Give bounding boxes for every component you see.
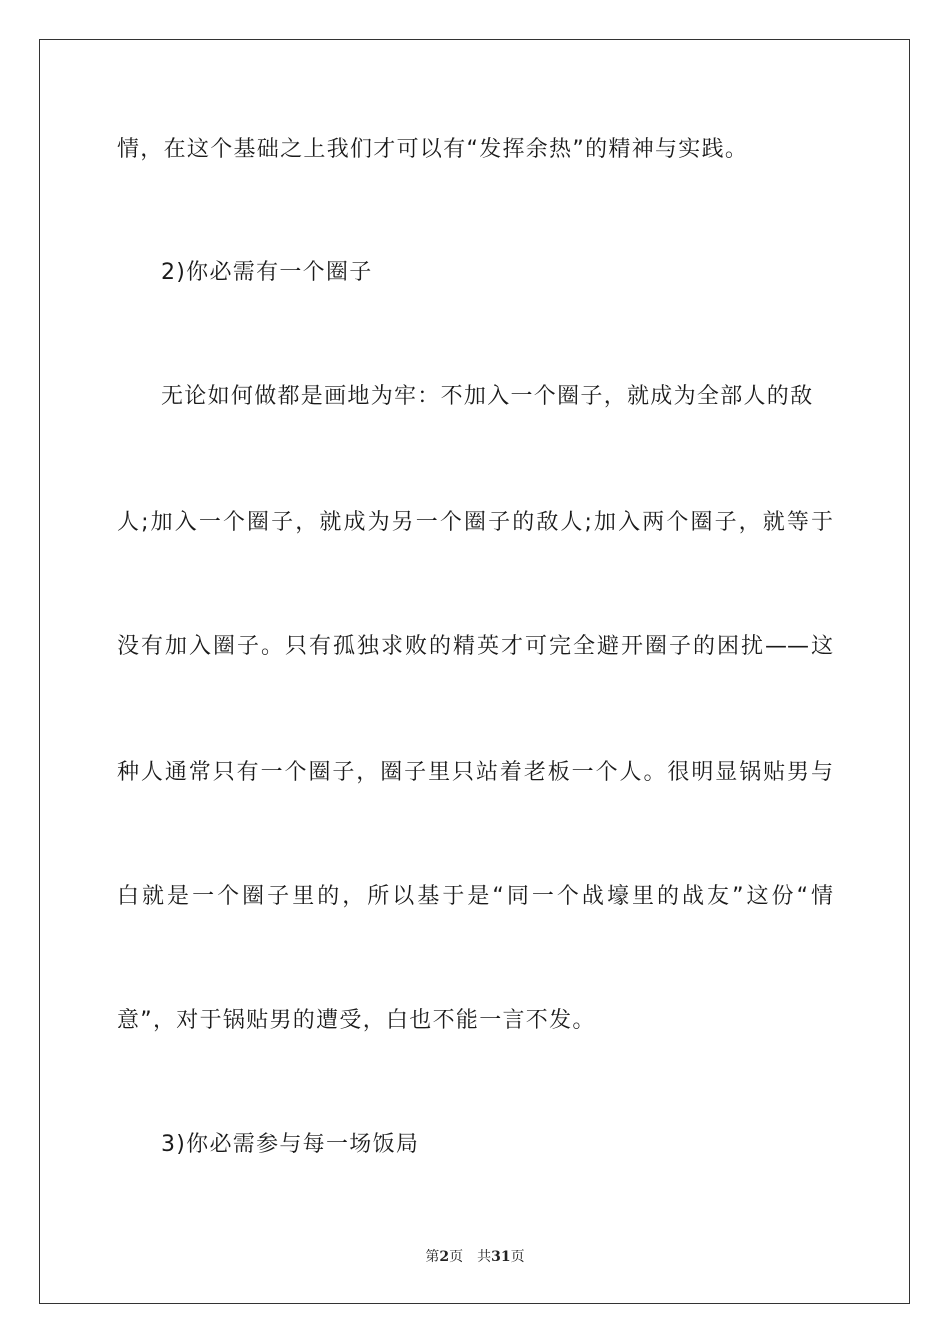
total-suffix: 页 xyxy=(510,1249,525,1265)
page-footer xyxy=(0,1248,950,1266)
paragraph-line-3: 人;加入一个圈子，就成为另一个圈子的敌人;加入两个圈子，就等于 xyxy=(117,510,833,535)
page-prefix: 第 xyxy=(425,1249,440,1265)
total-prefix: 共 xyxy=(477,1249,492,1265)
paragraph-line-2: 无论如何做都是画地为牢：不加入一个圈子，就成为全部人的敌 xyxy=(161,384,814,409)
page-number: 2 xyxy=(439,1249,450,1265)
page-border xyxy=(39,39,910,1304)
paragraph-line-6: 白就是一个圈子里的，所以基于是“同一个战壕里的战友”这份“情 xyxy=(117,884,833,909)
paragraph-line-4: 没有加入圈子。只有孤独求败的精英才可完全避开圈子的困扰——这 xyxy=(117,634,833,659)
paragraph-line-5: 种人通常只有一个圈子，圈子里只站着老板一个人。很明显锅贴男与 xyxy=(117,760,833,785)
total-pages: 31 xyxy=(491,1249,511,1265)
paragraph-line-1: 情，在这个基础之上我们才可以有“发挥余热”的精神与实践。 xyxy=(117,137,749,162)
page-suffix: 页 xyxy=(449,1249,464,1265)
section-heading-3: 3)你必需参与每一场饭局 xyxy=(161,1132,420,1157)
paragraph-line-7: 意”，对于锅贴男的遭受，白也不能一言不发。 xyxy=(117,1008,596,1033)
section-heading-2: 2)你必需有一个圈子 xyxy=(161,260,373,285)
